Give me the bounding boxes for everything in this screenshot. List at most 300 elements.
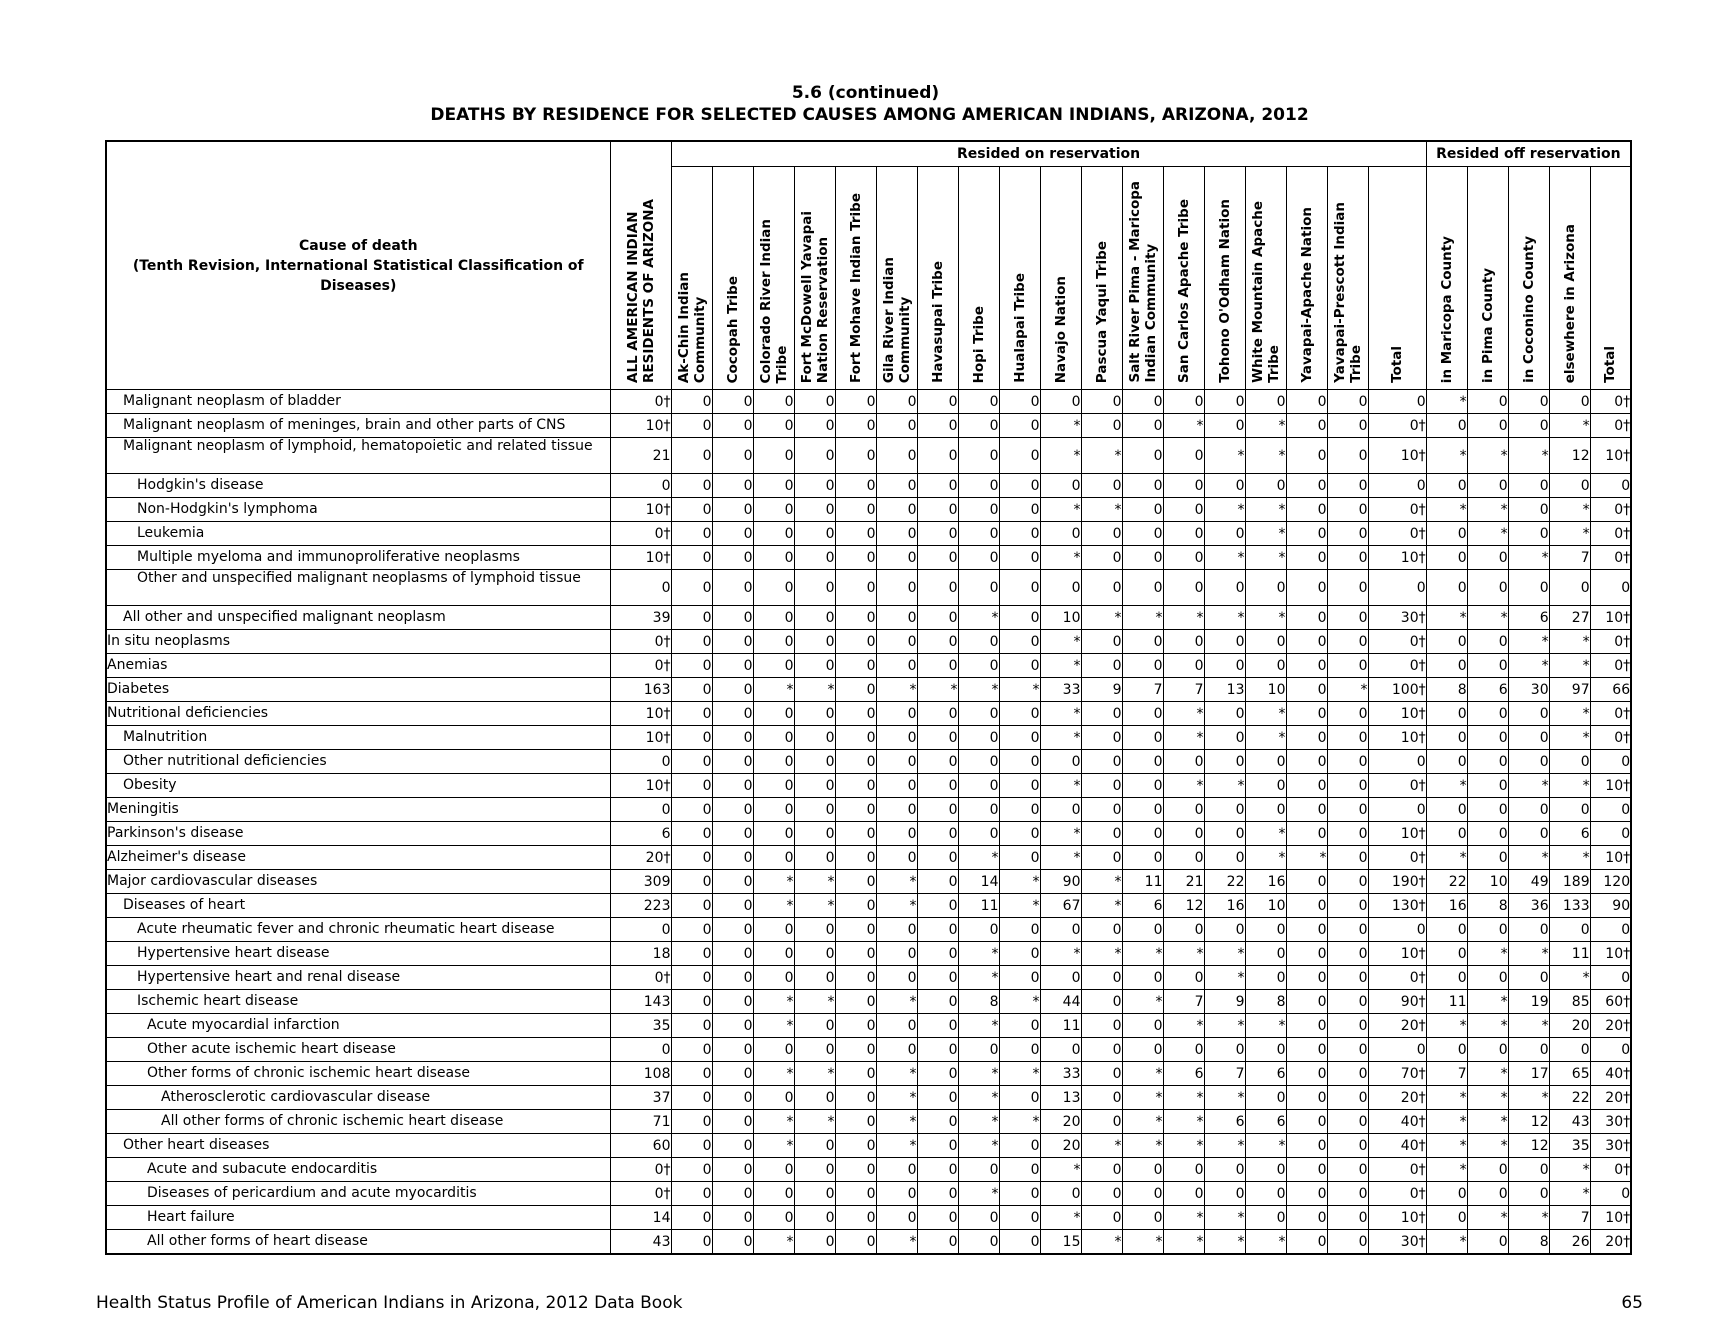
value-cell: 0	[1204, 522, 1245, 546]
value-cell: *	[1204, 1086, 1245, 1110]
value-cell: 0	[1081, 630, 1122, 654]
value-cell: 60†	[1590, 990, 1631, 1014]
value-cell: 0	[917, 1230, 958, 1255]
value-cell: 0	[753, 1158, 794, 1182]
value-cell: *	[1163, 1230, 1204, 1255]
value-cell: 6	[610, 822, 671, 846]
value-cell: 0	[712, 570, 753, 606]
value-cell: 0	[794, 654, 835, 678]
value-cell: 0	[958, 438, 999, 474]
value-cell: 0	[1426, 750, 1467, 774]
value-cell: 0	[835, 498, 876, 522]
column-label: Yavapai-Apache Nation	[1298, 207, 1315, 383]
cause-label: Diseases of pericardium and acute myocarditis	[106, 1182, 610, 1206]
value-cell: 0	[1467, 414, 1508, 438]
value-cell: *	[1040, 774, 1081, 798]
value-cell: 0	[712, 1182, 753, 1206]
value-cell: 0	[712, 1038, 753, 1062]
value-cell: 0	[1426, 522, 1467, 546]
value-cell: 0	[794, 1206, 835, 1230]
value-cell: *	[876, 678, 917, 702]
value-cell: 0	[1286, 870, 1327, 894]
value-cell: *	[1040, 726, 1081, 750]
value-cell: 43	[610, 1230, 671, 1255]
value-cell: 0	[753, 774, 794, 798]
value-cell: 0	[999, 1158, 1040, 1182]
column-label: in Maricopa County	[1438, 235, 1455, 383]
on-reservation-column-header	[958, 167, 999, 390]
value-cell: *	[1467, 990, 1508, 1014]
table-row	[106, 894, 1631, 918]
value-cell: 189	[1549, 870, 1590, 894]
value-cell: *	[1204, 942, 1245, 966]
value-cell: 0	[1204, 390, 1245, 414]
value-cell: *	[1508, 630, 1549, 654]
value-cell: 0	[917, 846, 958, 870]
value-cell: 0	[1327, 990, 1368, 1014]
value-cell: 10†	[1368, 438, 1426, 474]
value-cell: 0	[1368, 918, 1426, 942]
value-cell: 0	[999, 774, 1040, 798]
value-cell: 0	[917, 1206, 958, 1230]
value-cell: *	[1204, 498, 1245, 522]
value-cell: 0	[1163, 438, 1204, 474]
value-cell: 0	[1508, 822, 1549, 846]
value-cell: *	[1204, 546, 1245, 570]
column-label: Hopi Tribe	[970, 305, 987, 383]
value-cell: 0	[835, 1014, 876, 1038]
value-cell: 120	[1590, 870, 1631, 894]
cause-label: Malignant neoplasm of lymphoid, hematopoietic and related tissue	[106, 438, 610, 474]
value-cell: 0	[999, 606, 1040, 630]
value-cell: 0	[835, 570, 876, 606]
value-cell: *	[1040, 942, 1081, 966]
cause-label: Leukemia	[106, 522, 610, 546]
value-cell: 0	[835, 1110, 876, 1134]
value-cell: *	[794, 678, 835, 702]
value-cell: *	[1204, 438, 1245, 474]
value-cell: 0	[1508, 702, 1549, 726]
value-cell: 0	[712, 870, 753, 894]
value-cell: 0	[753, 522, 794, 546]
value-cell: 0†	[1368, 966, 1426, 990]
value-cell: 0	[1426, 966, 1467, 990]
value-cell: 0	[1467, 546, 1508, 570]
value-cell: *	[1204, 606, 1245, 630]
value-cell: 0	[876, 798, 917, 822]
value-cell: 0	[1040, 750, 1081, 774]
value-cell: 0	[1081, 1014, 1122, 1038]
value-cell: 0	[1286, 390, 1327, 414]
value-cell: 30†	[1368, 1230, 1426, 1255]
table-number: 5.6 (continued)	[791, 83, 940, 103]
value-cell: 0	[835, 798, 876, 822]
value-cell: 0	[753, 942, 794, 966]
value-cell: *	[1081, 894, 1122, 918]
table-row	[106, 498, 1631, 522]
value-cell: 18	[610, 942, 671, 966]
value-cell: 0	[1081, 1038, 1122, 1062]
value-cell: 0	[1327, 498, 1368, 522]
value-cell: 0	[1245, 654, 1286, 678]
value-cell: *	[999, 894, 1040, 918]
off-reservation-column-header	[1549, 167, 1590, 390]
off-reservation-column-header	[1467, 167, 1508, 390]
value-cell: 0	[753, 798, 794, 822]
value-cell: *	[1426, 390, 1467, 414]
value-cell: *	[753, 1110, 794, 1134]
value-cell: 0	[1549, 390, 1590, 414]
value-cell: 0	[1163, 474, 1204, 498]
value-cell: *	[1508, 654, 1549, 678]
value-cell: 0	[876, 474, 917, 498]
value-cell: 130†	[1368, 894, 1426, 918]
value-cell: 0	[610, 570, 671, 606]
value-cell: 0	[917, 606, 958, 630]
value-cell: 0	[917, 1086, 958, 1110]
value-cell: 0	[958, 546, 999, 570]
value-cell: 0	[1163, 846, 1204, 870]
value-cell: 0	[917, 438, 958, 474]
value-cell: 0	[671, 474, 712, 498]
value-cell: 10†	[610, 774, 671, 798]
value-cell: 0	[999, 726, 1040, 750]
cause-label: Acute rheumatic fever and chronic rheumatic heart disease	[106, 918, 610, 942]
page-number: 65	[1621, 1293, 1643, 1313]
value-cell: *	[999, 1110, 1040, 1134]
cause-label: Nutritional deficiencies	[106, 702, 610, 726]
value-cell: 0	[753, 726, 794, 750]
value-cell: 0	[1327, 966, 1368, 990]
value-cell: 0	[835, 942, 876, 966]
value-cell: 0	[1508, 522, 1549, 546]
value-cell: 0	[1286, 678, 1327, 702]
value-cell: *	[1122, 606, 1163, 630]
value-cell: 0	[712, 522, 753, 546]
value-cell: 0	[1204, 918, 1245, 942]
value-cell: 6	[1549, 822, 1590, 846]
value-cell: 0	[610, 918, 671, 942]
value-cell: *	[1508, 1086, 1549, 1110]
value-cell: 0	[917, 474, 958, 498]
column-label: Gila River Indian Community	[880, 256, 913, 383]
value-cell: 0	[917, 1062, 958, 1086]
value-cell: 90	[1040, 870, 1081, 894]
table-row	[106, 1110, 1631, 1134]
value-cell: *	[753, 1230, 794, 1255]
on-reservation-column-header	[1327, 167, 1368, 390]
value-cell: 0	[1122, 774, 1163, 798]
value-cell: 0	[794, 630, 835, 654]
value-cell: 0	[712, 1086, 753, 1110]
value-cell: 0	[917, 414, 958, 438]
value-cell: 0	[835, 606, 876, 630]
value-cell: *	[1549, 846, 1590, 870]
value-cell: 0	[835, 1182, 876, 1206]
value-cell: 0	[753, 570, 794, 606]
value-cell: 0	[753, 846, 794, 870]
value-cell: *	[1508, 546, 1549, 570]
value-cell: 0	[1286, 966, 1327, 990]
value-cell: 0	[794, 1086, 835, 1110]
value-cell: 0	[753, 1182, 794, 1206]
value-cell: 0†	[1590, 546, 1631, 570]
cause-label: Malnutrition	[106, 726, 610, 750]
value-cell: *	[1040, 1158, 1081, 1182]
value-cell: 0	[1163, 1038, 1204, 1062]
value-cell: 0	[1204, 414, 1245, 438]
value-cell: *	[958, 1110, 999, 1134]
value-cell: 0	[835, 894, 876, 918]
cause-label: Other acute ischemic heart disease	[106, 1038, 610, 1062]
value-cell: *	[1508, 942, 1549, 966]
column-label: Fort Mohave Indian Tribe	[847, 192, 864, 383]
value-cell: *	[1467, 522, 1508, 546]
value-cell: *	[1426, 846, 1467, 870]
value-cell: 0	[835, 474, 876, 498]
value-cell: *	[958, 1062, 999, 1086]
value-cell: 133	[1549, 894, 1590, 918]
value-cell: 0	[1590, 1038, 1631, 1062]
value-cell: 13	[1204, 678, 1245, 702]
column-label: Tohono O'Odham Nation	[1216, 199, 1233, 383]
cause-label: Alzheimer's disease	[106, 846, 610, 870]
value-cell: 0	[1327, 1206, 1368, 1230]
value-cell: 0	[1327, 798, 1368, 822]
value-cell: 0	[999, 390, 1040, 414]
value-cell: 0	[958, 822, 999, 846]
value-cell: 0	[794, 1230, 835, 1255]
value-cell: 0	[1286, 774, 1327, 798]
value-cell: 0	[1327, 1062, 1368, 1086]
value-cell: 0	[1122, 822, 1163, 846]
value-cell: 6	[1245, 1110, 1286, 1134]
value-cell: 0	[671, 798, 712, 822]
value-cell: 0	[1163, 966, 1204, 990]
cause-label: Hypertensive heart disease	[106, 942, 610, 966]
value-cell: 0	[917, 1110, 958, 1134]
value-cell: *	[876, 1110, 917, 1134]
value-cell: 0	[876, 1014, 917, 1038]
value-cell: *	[1245, 702, 1286, 726]
value-cell: 7	[1163, 678, 1204, 702]
value-cell: 0	[712, 1158, 753, 1182]
value-cell: 0	[999, 498, 1040, 522]
value-cell: 0	[1122, 474, 1163, 498]
value-cell: 0	[671, 606, 712, 630]
value-cell: 0	[1040, 570, 1081, 606]
value-cell: 0	[917, 1182, 958, 1206]
value-cell: 0	[1245, 570, 1286, 606]
value-cell: 0	[1040, 1038, 1081, 1062]
value-cell: 0	[1426, 546, 1467, 570]
value-cell: 0	[1122, 546, 1163, 570]
value-cell: 0	[999, 1014, 1040, 1038]
value-cell: *	[1549, 966, 1590, 990]
value-cell: 0	[794, 438, 835, 474]
value-cell: 0	[712, 750, 753, 774]
value-cell: 0	[1286, 522, 1327, 546]
value-cell: 0	[1081, 1062, 1122, 1086]
column-label: Total	[1602, 346, 1619, 383]
cause-label: Ischemic heart disease	[106, 990, 610, 1014]
value-cell: 0	[999, 918, 1040, 942]
value-cell: 0	[712, 678, 753, 702]
value-cell: 0	[1508, 1182, 1549, 1206]
value-cell: 0	[712, 1014, 753, 1038]
value-cell: 0	[1122, 918, 1163, 942]
value-cell: *	[1163, 726, 1204, 750]
value-cell: *	[794, 870, 835, 894]
value-cell: *	[958, 942, 999, 966]
value-cell: 0	[1590, 918, 1631, 942]
on-reservation-column-header	[712, 167, 753, 390]
value-cell: 0	[1508, 414, 1549, 438]
cause-label: Atherosclerotic cardiovascular disease	[106, 1086, 610, 1110]
value-cell: 0	[1245, 798, 1286, 822]
value-cell: 21	[610, 438, 671, 474]
value-cell: 0	[610, 750, 671, 774]
table-row	[106, 570, 1631, 606]
value-cell: 0	[794, 750, 835, 774]
value-cell: 0	[917, 702, 958, 726]
value-cell: 0	[1204, 654, 1245, 678]
value-cell: *	[1245, 726, 1286, 750]
value-cell: 0	[1204, 726, 1245, 750]
value-cell: *	[1040, 630, 1081, 654]
value-cell: 0	[1327, 1086, 1368, 1110]
value-cell: 0	[712, 846, 753, 870]
value-cell: 0	[671, 822, 712, 846]
value-cell: 0	[1426, 702, 1467, 726]
table-row	[106, 390, 1631, 414]
value-cell: 0	[1122, 390, 1163, 414]
value-cell: *	[1040, 822, 1081, 846]
value-cell: 0	[917, 750, 958, 774]
value-cell: *	[1327, 678, 1368, 702]
value-cell: 0†	[1368, 654, 1426, 678]
value-cell: *	[1549, 726, 1590, 750]
value-cell: 13	[1040, 1086, 1081, 1110]
value-cell: *	[958, 1182, 999, 1206]
value-cell: 0	[610, 474, 671, 498]
table-row	[106, 918, 1631, 942]
value-cell: *	[1081, 498, 1122, 522]
value-cell: 0	[671, 1086, 712, 1110]
value-cell: 0	[999, 414, 1040, 438]
value-cell: *	[1549, 630, 1590, 654]
value-cell: 0	[1549, 474, 1590, 498]
value-cell: 0	[1508, 750, 1549, 774]
value-cell: 0	[671, 702, 712, 726]
value-cell: 0	[1245, 1182, 1286, 1206]
value-cell: 0	[958, 750, 999, 774]
value-cell: 22	[1426, 870, 1467, 894]
value-cell: 0	[1327, 822, 1368, 846]
value-cell: 0	[753, 498, 794, 522]
value-cell: 0†	[610, 390, 671, 414]
value-cell: 0	[712, 966, 753, 990]
value-cell: 0	[1327, 1038, 1368, 1062]
cause-label: Other forms of chronic ischemic heart disease	[106, 1062, 610, 1086]
value-cell: 0	[1040, 390, 1081, 414]
value-cell: 0	[1245, 1206, 1286, 1230]
all-residents-header	[610, 141, 671, 390]
table-row	[106, 750, 1631, 774]
value-cell: 0	[1163, 822, 1204, 846]
value-cell: 0	[1327, 654, 1368, 678]
value-cell: 0	[1081, 846, 1122, 870]
value-cell: 0	[999, 630, 1040, 654]
value-cell: 0	[1122, 522, 1163, 546]
value-cell: 8	[1508, 1230, 1549, 1255]
value-cell: 16	[1245, 870, 1286, 894]
value-cell: 0	[794, 726, 835, 750]
value-cell: 0	[712, 438, 753, 474]
value-cell: 0	[1426, 798, 1467, 822]
value-cell: 0	[1286, 1038, 1327, 1062]
value-cell: 0	[958, 570, 999, 606]
value-cell: 0	[835, 990, 876, 1014]
value-cell: 12	[1508, 1110, 1549, 1134]
value-cell: 0	[1204, 702, 1245, 726]
value-cell: *	[1426, 606, 1467, 630]
value-cell: 0†	[1590, 390, 1631, 414]
value-cell: 0	[1327, 438, 1368, 474]
on-reservation-column-header	[671, 167, 712, 390]
value-cell: 6	[1245, 1062, 1286, 1086]
value-cell: *	[1426, 498, 1467, 522]
value-cell: 0	[958, 798, 999, 822]
off-reservation-column-header	[1508, 167, 1549, 390]
value-cell: *	[1549, 1158, 1590, 1182]
value-cell: *	[753, 990, 794, 1014]
table-row	[106, 942, 1631, 966]
value-cell: 0	[671, 870, 712, 894]
value-cell: 0	[917, 498, 958, 522]
value-cell: *	[1204, 1230, 1245, 1255]
value-cell: 0	[1327, 1134, 1368, 1158]
value-cell: 0	[794, 702, 835, 726]
value-cell: 0	[671, 894, 712, 918]
value-cell: 0	[1245, 390, 1286, 414]
value-cell: 0	[917, 1014, 958, 1038]
value-cell: *	[958, 606, 999, 630]
value-cell: 0	[917, 942, 958, 966]
value-cell: 0	[1286, 1230, 1327, 1255]
value-cell: 0	[794, 474, 835, 498]
value-cell: 0†	[610, 522, 671, 546]
value-cell: *	[1245, 498, 1286, 522]
value-cell: 0	[999, 438, 1040, 474]
value-cell: 0	[671, 414, 712, 438]
value-cell: 0	[1426, 654, 1467, 678]
value-cell: 0	[917, 990, 958, 1014]
value-cell: 0	[1327, 570, 1368, 606]
value-cell: 0	[1467, 846, 1508, 870]
value-cell: 0	[1081, 1086, 1122, 1110]
value-cell: 0	[1245, 918, 1286, 942]
column-label: Pascua Yaqui Tribe	[1093, 240, 1110, 383]
value-cell: 0	[876, 1206, 917, 1230]
cause-label: Major cardiovascular diseases	[106, 870, 610, 894]
value-cell: 0	[835, 846, 876, 870]
value-cell: *	[1245, 1014, 1286, 1038]
value-cell: 0	[1467, 702, 1508, 726]
value-cell: 0	[876, 1038, 917, 1062]
value-cell: 0	[1426, 1206, 1467, 1230]
value-cell: 0	[1081, 1110, 1122, 1134]
